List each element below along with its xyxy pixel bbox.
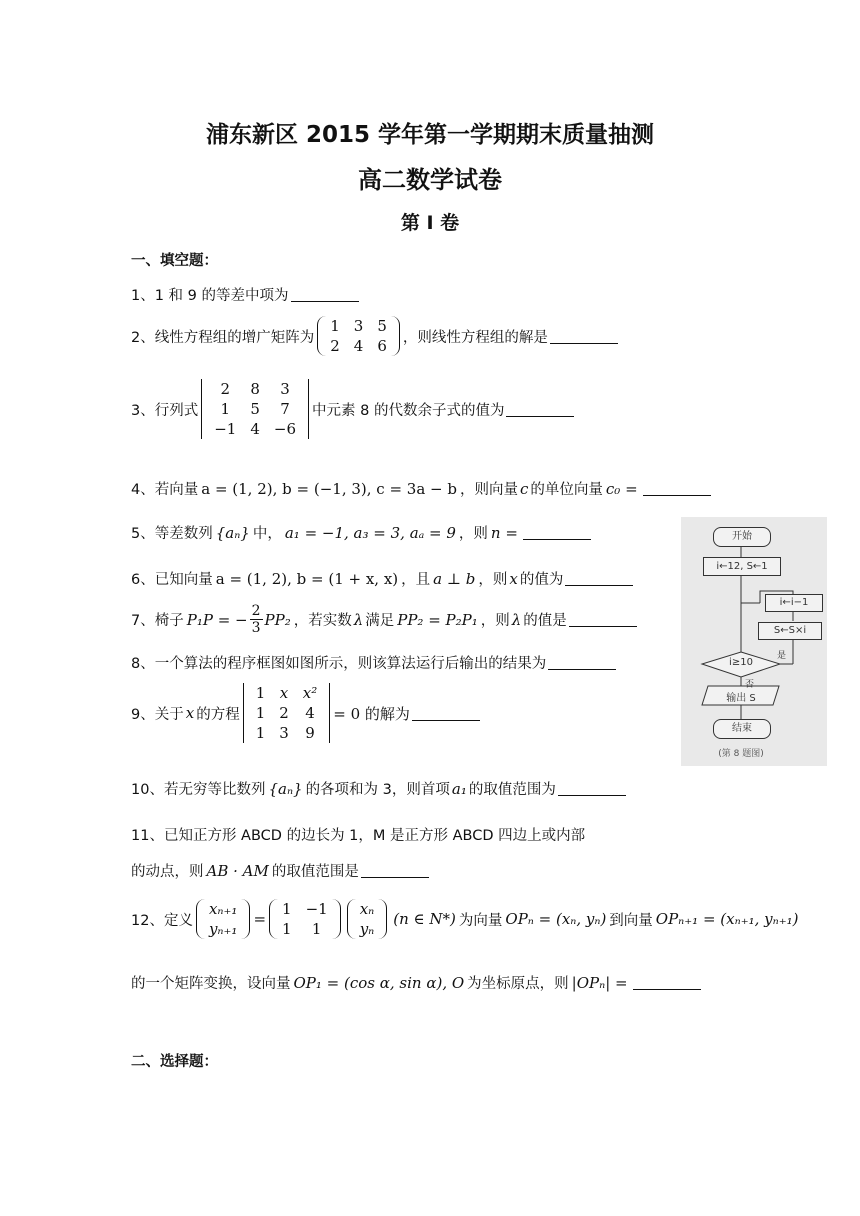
q12-line2: 的一个矩阵变换，设向量 — [131, 976, 291, 992]
q12-v1: OPₙ = (xₙ, yₙ) — [505, 910, 607, 928]
q5-n: n = — [490, 523, 518, 542]
answer-blank[interactable] — [412, 706, 480, 721]
q4-mid: ，则向量 — [459, 482, 518, 498]
q6-x: x — [509, 569, 518, 588]
q6-perp: a ⊥ b — [433, 569, 476, 588]
answer-blank[interactable] — [506, 402, 574, 417]
question-2 — [131, 316, 618, 356]
q7-mid2: 满足 — [365, 613, 395, 629]
flowchart-start: 开始 — [713, 527, 771, 547]
q6-tail: 的值为 — [519, 572, 564, 588]
answer-blank[interactable] — [565, 571, 633, 586]
question-11-line-1: 11、已知正方形 ABCD 的边长为 1，M 是正方形 ABCD 四边上或内部 — [131, 828, 586, 844]
question-10 — [131, 778, 626, 799]
q12-mid: 为向量 — [458, 912, 503, 929]
q9-determinant: 1 x x² 1 2 4 1 3 9 — [243, 683, 331, 743]
q11-expr: AB · AM — [206, 861, 269, 880]
q10-tail: 的取值范围为 — [468, 782, 556, 798]
q4-c: c — [519, 479, 529, 498]
q7-lambda-2: λ — [511, 610, 522, 629]
question-11-line-2 — [131, 860, 429, 881]
question-4 — [131, 478, 711, 499]
q10-seq: {aₙ} — [268, 779, 303, 798]
q3-tail: 中元素 8 的代数余子式的值为 — [312, 402, 505, 419]
question-9 — [131, 683, 480, 743]
volume-label: 第 Ⅰ 卷 — [400, 212, 460, 234]
answer-blank[interactable] — [550, 329, 618, 344]
q4-mid2: 的单位向量 — [530, 482, 603, 498]
q8-text: 8、一个算法的程序框图如图所示，则该算法运行后输出的结果为 — [131, 656, 547, 672]
question-8 — [131, 652, 616, 673]
question-12-line-2 — [131, 972, 701, 993]
q4-c0: c₀ = — [605, 479, 638, 498]
question-7 — [131, 603, 637, 636]
flowchart-yes-label: 是 — [777, 651, 787, 661]
q12-transform-matrix: 1 −1 1 1 — [269, 899, 341, 939]
question-3 — [131, 379, 574, 439]
answer-blank[interactable] — [291, 287, 359, 302]
q12-lhs-vector: xₙ₊₁ yₙ₊₁ — [196, 899, 250, 939]
q12-mid3: 为坐标原点，则 — [467, 976, 569, 992]
q5-mid2: ，则 — [458, 526, 488, 542]
exam-subtitle: 高二数学试卷 — [358, 166, 502, 194]
question-6 — [131, 568, 633, 589]
q6-mid2: ，则 — [478, 572, 508, 588]
q12-cond: (n ∈ N*) — [393, 910, 456, 928]
answer-blank[interactable] — [633, 975, 701, 990]
q9-tail: = 0 的解为 — [333, 704, 410, 723]
answer-blank[interactable] — [643, 481, 711, 496]
section-choice-heading: 二、选择题： — [131, 1054, 218, 1070]
q12-v3: OP₁ = (cos α, sin α), O — [293, 973, 465, 992]
q9-lead: 9、关于 — [131, 706, 184, 723]
q9-mid: 的方程 — [196, 706, 240, 723]
q11-lead: 的动点，则 — [131, 864, 204, 880]
q3-lead: 3、行列式 — [131, 402, 199, 419]
answer-blank[interactable] — [548, 655, 616, 670]
q12-mid2: 到向量 — [609, 912, 653, 929]
q5-mid: 中， — [252, 526, 282, 542]
flowchart-multiply: S←S×i — [758, 622, 822, 640]
flowchart-init: i←12, S←1 — [703, 557, 781, 576]
q7-tail: 的值是 — [523, 613, 567, 629]
q10-mid: 的各项和为 3，则首项 — [305, 782, 450, 798]
determinant: 2 8 3 1 5 7 −1 4 −6 — [201, 379, 309, 439]
answer-blank[interactable] — [558, 781, 626, 796]
q7-fraction: $\frac{2}{3}$ — [251, 603, 261, 636]
flowchart-figure — [681, 517, 827, 766]
q5-expr: a₁ = −1, a₃ = 3, aₐ = 9 — [284, 523, 456, 542]
q12-rhs-vector: xₙ yₙ — [347, 899, 388, 939]
q4-vector-expr: a = (1, 2), b = (−1, 3), c = 3a − b — [201, 479, 457, 498]
exam-title: 浦东新区 2015 学年第一学期期末质量抽测 — [205, 122, 655, 148]
q5-lead: 5、等差数列 — [131, 526, 213, 542]
flowchart-end: 结束 — [713, 719, 771, 739]
q12-lead: 12、定义 — [131, 912, 193, 929]
q7-expr2: PP₂ — [264, 610, 291, 629]
augmented-matrix: 1 3 5 2 4 6 — [317, 316, 400, 356]
q9-x: x — [185, 704, 195, 722]
question-5 — [131, 522, 591, 543]
q1-text: 1、1 和 9 的等差中项为 — [131, 288, 289, 304]
flowchart-output: 输出 S — [726, 693, 756, 704]
q6-expr: a = (1, 2), b = (1 + x, x) — [215, 569, 399, 588]
q12-v2: OPₙ₊₁ = (xₙ₊₁, yₙ₊₁) — [655, 910, 799, 928]
q7-lambda: λ — [353, 610, 364, 629]
q2-tail: ，则线性方程组的解是 — [402, 329, 548, 346]
q11-tail: 的取值范围是 — [271, 864, 359, 880]
q6-mid: ，且 — [401, 572, 431, 588]
q4-lead: 4、若向量 — [131, 482, 199, 498]
q12-v4: |OPₙ| = — [571, 973, 628, 992]
q10-a1: a₁ — [451, 779, 467, 798]
q6-lead: 6、已知向量 — [131, 572, 213, 588]
answer-blank[interactable] — [523, 525, 591, 540]
q7-mid3: ，则 — [480, 613, 510, 629]
flowchart-caption: (第 8 题图) — [718, 749, 764, 759]
q10-lead: 10、若无穷等比数列 — [131, 782, 266, 798]
q7-expr3: PP₂ = P₂P₁ — [397, 610, 478, 629]
flowchart-decrement: i←i−1 — [765, 594, 823, 612]
flowchart-condition: i≥10 — [729, 657, 753, 668]
question-1 — [131, 284, 359, 305]
flowchart-no-label: 否 — [745, 680, 755, 690]
answer-blank[interactable] — [569, 612, 637, 627]
q7-lead: 7、椅子 — [131, 613, 184, 629]
question-12-line-1: 12、定义 xₙ₊₁ yₙ₊₁ = 1 −1 1 1 xₙ yₙ (n ∈ N*) 为向量 OPₙ = (xₙ, yₙ) 到向量 OPₙ₊₁ = (xₙ₊₁, yₙ₊₁) — [131, 900, 799, 938]
q5-seq: {aₙ} — [215, 523, 250, 542]
q7-mid: ，若实数 — [293, 613, 352, 629]
answer-blank[interactable] — [361, 863, 429, 878]
section-fill-heading: 一、填空题： — [131, 253, 218, 269]
q2-lead: 2、线性方程组的增广矩阵为 — [131, 329, 315, 346]
q7-expr: P₁P = − — [186, 610, 248, 629]
